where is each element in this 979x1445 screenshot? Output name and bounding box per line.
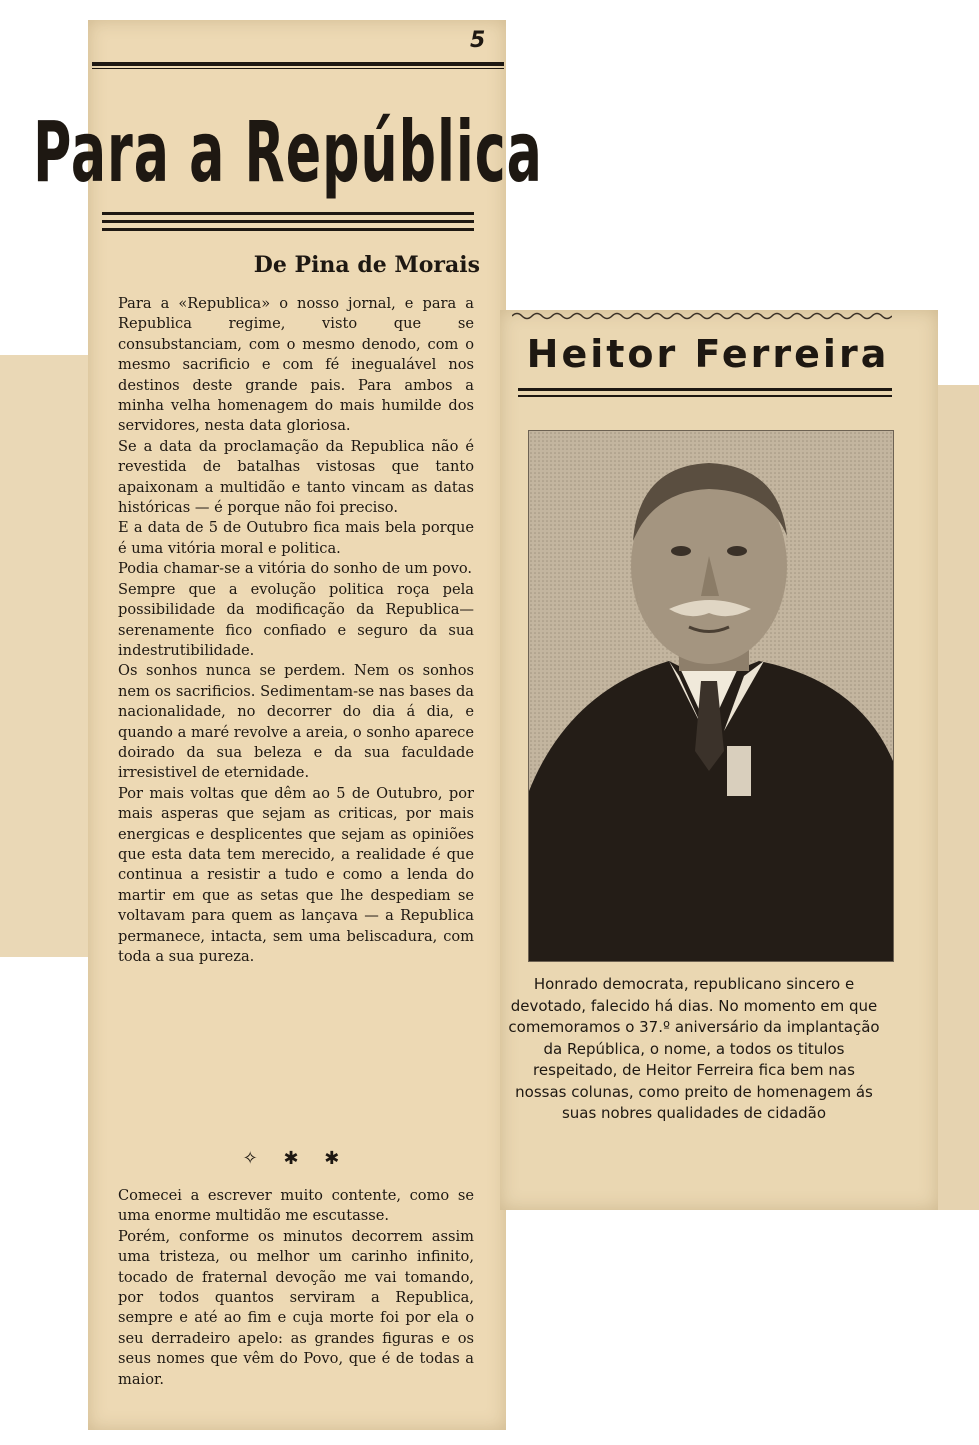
side-rule-1 <box>518 388 892 391</box>
side-headline: Heitor Ferreira <box>526 332 890 376</box>
side-rule-2 <box>518 395 892 397</box>
closing-body <box>118 1186 474 1390</box>
section-separator: ✧ ✱ ✱ <box>242 1148 350 1169</box>
headline-rule-2 <box>102 220 474 223</box>
photo-caption: Honrado democrata, republicano sincero e devotado, falecido há dias. No momento em que comemoramos o 37.º aniversário da implantação da República, o nome, a todos os titulos respeitado, de Heitor Ferreira fica bem nas nossas colunas, como preito de homenagem ás suas nobres qualidades de cidadão <box>508 975 880 1122</box>
portrait-photo <box>528 430 894 962</box>
page-number: 5 <box>470 28 486 53</box>
paragraph: Se a data da proclamação da Republica não é revestida de batalhas vistosas que tanto apaixonam a multidão e tanto vincam as datas históricas — é porque não foi preciso. <box>118 437 474 517</box>
paragraph: Sempre que a evolução politica roça pela possibilidade da modificação da Republica—serenamente fico confiado e seguro da sua indestrutibilidade. <box>118 580 474 659</box>
wavy-rule <box>512 310 892 322</box>
headline-rule-1 <box>102 212 474 215</box>
byline: De Pina de Morais <box>253 252 480 278</box>
paragraph: Para a «Republica» o nosso jornal, e para a Republica regime, visto que se consubstanciam, com o mesmo denodo, com o mesmo sacrificio e com fé inegualável nos destinos deste grande pais. Para ambos a minha velha homenagem do mais humilde dos servidores, nesta data gloriosa. <box>118 295 474 435</box>
paragraph: Porém, conforme os minutos decorrem assim uma tristeza, ou melhor um carinho infinito, tocado de fraternal devoção me vai tomando, por todos quantos serviram a Republica, sempre e até ao fim e cuja morte foi por ela o seu derradeiro apelo: as grandes figuras e os seus nomes que vêm do Povo, que é de todas a maior. <box>118 1227 474 1388</box>
paragraph: E a data de 5 de Outubro fica mais bela porque é uma vitória moral e politica. <box>118 519 474 557</box>
main-headline: Para a República <box>33 102 543 202</box>
headline-rule-3 <box>102 228 474 231</box>
paragraph: Por mais voltas que dêm ao 5 de Outubro, por mais asperas que sejam as criticas, por mais energicas e desplicentes que sejam as opiniões que esta data tem merecido, a realidade é que continua a resistir a tudo e como a lenda do martir em que as setas que lhe despediam se voltavam para quem as lançava — a Republica permanece, intacta, sem uma beliscadura, com toda a sua pureza. <box>118 784 474 965</box>
portrait-icon <box>529 431 893 961</box>
paragraph: Os sonhos nunca se perdem. Nem os sonhos nem os sacrificios. Sedimentam-se nas bases da nacionalidade, no decorrer do dia á dia, e quando a maré revolve a areia, o sonho aparece doirado da sua beleza e da sua faculdade irresistivel de eternidade. <box>118 662 474 782</box>
background-paper-strip-left <box>0 355 92 957</box>
paragraph: Podia chamar-se a vitória do sonho de um povo. <box>118 560 473 578</box>
paragraph: Comecei a escrever muito contente, como se uma enorme multidão me escutasse. <box>118 1187 474 1225</box>
main-article-body <box>118 294 474 967</box>
